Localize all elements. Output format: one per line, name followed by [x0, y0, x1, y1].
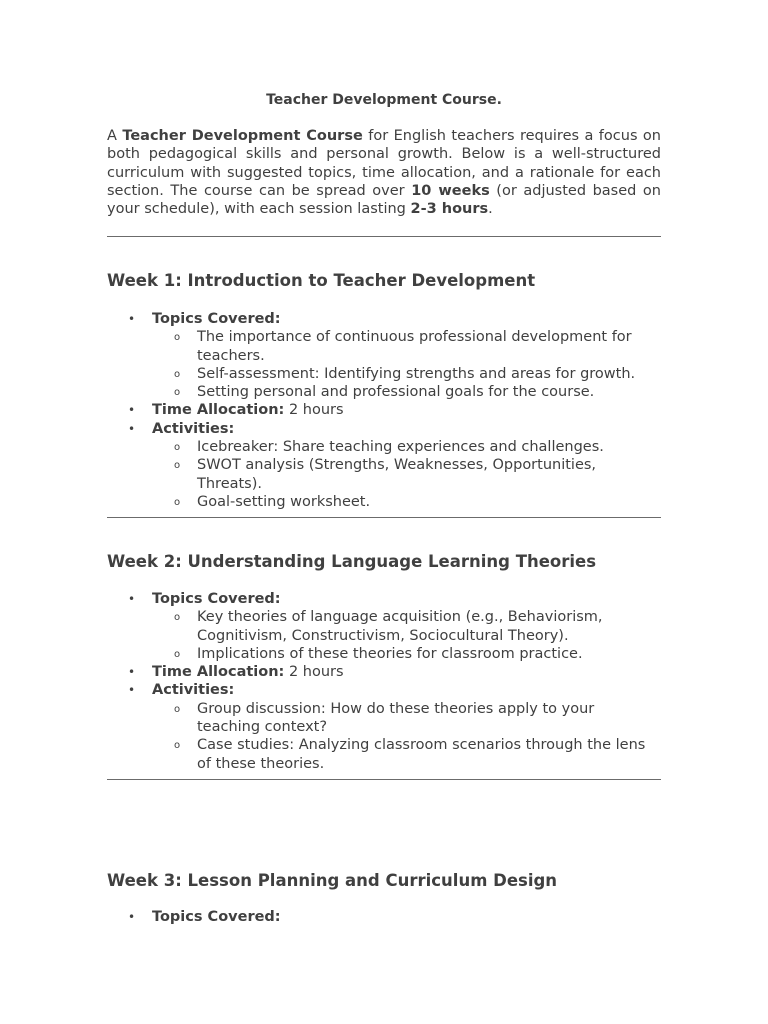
document-title: Teacher Development Course. — [266, 92, 502, 108]
circle-bullet-icon: o — [174, 332, 181, 344]
time-label: Time Allocation: — [152, 402, 285, 419]
activities-item — [107, 420, 661, 511]
week-2-list — [107, 590, 661, 773]
week-2-heading: Week 2: Understanding Language Learning Theories — [107, 552, 597, 571]
topics-sublist — [152, 328, 661, 401]
circle-bullet-icon: o — [174, 442, 181, 454]
list-item: o Key theories of language acquisition (e.g., Behaviorism, Cognitivism, Constructivism, Sociocultural Theory). — [174, 609, 603, 644]
topics-item — [107, 908, 661, 926]
list-item: o The importance of continuous professional development for teachers. — [174, 329, 632, 364]
topics-item — [107, 590, 661, 663]
divider — [107, 779, 661, 780]
activities-sublist — [152, 438, 661, 511]
bullet-icon: • — [128, 403, 136, 418]
divider — [107, 517, 661, 518]
circle-bullet-icon: o — [174, 368, 181, 380]
circle-bullet-icon: o — [174, 387, 181, 399]
list-item: o Group discussion: How do these theories apply to your teaching context? — [174, 700, 595, 736]
circle-bullet-icon: o — [174, 612, 181, 624]
topics-label: Topics Covered: — [152, 311, 281, 327]
week-3-section — [107, 871, 661, 926]
time-allocation-item — [107, 663, 661, 681]
topics-item — [107, 310, 661, 401]
topics-label: Topics Covered: — [152, 909, 281, 925]
topics-label: Topics Covered: — [152, 591, 281, 607]
circle-bullet-icon: o — [174, 648, 181, 660]
bullet-icon: • — [128, 683, 136, 698]
time-value: 2 hours — [284, 402, 344, 419]
circle-bullet-icon: o — [174, 703, 181, 715]
list-item: o Icebreaker: Share teaching experiences and challenges. — [152, 438, 661, 456]
circle-bullet-icon: o — [174, 460, 181, 472]
circle-bullet-icon: o — [174, 740, 181, 752]
bullet-icon: • — [128, 910, 136, 924]
intro-paragraph: A Teacher Development Course for English teachers requires a focus on both pedagogical skills and personal growth. Below is a well-structured curriculum with suggested topics, time allocation, and a rationale for each section. The course can be spread over 10 weeks (or adjusted based on your schedule), with each session lasting 2-3 hours. — [107, 128, 661, 218]
week-3-heading: Week 3: Lesson Planning and Curriculum Design — [107, 871, 558, 890]
week-1-section — [107, 271, 661, 511]
week-2-section — [107, 552, 661, 773]
divider — [107, 236, 661, 237]
week-1-list — [107, 310, 661, 511]
activities-sublist — [152, 700, 661, 773]
list-item: o Goal-setting worksheet. — [152, 493, 661, 511]
week-3-list — [107, 908, 661, 926]
list-item: o Self-assessment: Identifying strengths and areas for growth. — [152, 365, 661, 383]
time-allocation-item — [107, 401, 661, 419]
list-item: o SWOT analysis (Strengths, Weaknesses, Opportunities, Threats). — [174, 457, 597, 492]
list-item: o Implications of these theories for classroom practice. — [152, 645, 661, 663]
list-item: o Setting personal and professional goals for the course. — [152, 383, 661, 401]
activities-label: Activities: — [152, 682, 235, 699]
list-item: o Case studies: Analyzing classroom scenarios through the lens of these theories. — [174, 737, 646, 772]
topics-sublist — [152, 608, 661, 663]
week-1-heading: Week 1: Introduction to Teacher Development — [107, 271, 536, 290]
bullet-icon: • — [128, 312, 136, 326]
time-value: 2 hours — [284, 664, 344, 681]
bullet-icon: • — [128, 592, 136, 606]
bullet-icon: • — [128, 421, 136, 436]
time-label: Time Allocation: — [152, 664, 285, 681]
bullet-icon: • — [128, 665, 136, 680]
activities-label: Activities: — [152, 420, 235, 437]
activities-item — [107, 681, 661, 772]
circle-bullet-icon: o — [174, 496, 181, 508]
